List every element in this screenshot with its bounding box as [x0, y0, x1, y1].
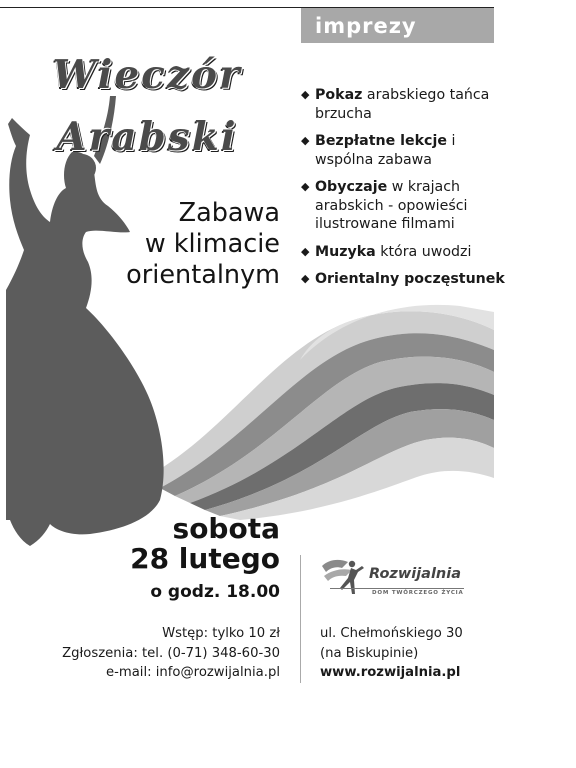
diamond-bullet-icon: ◆	[301, 272, 310, 285]
title-line-2: Arabski	[56, 114, 238, 160]
event-date	[130, 514, 280, 604]
diamond-bullet-icon: ◆	[301, 88, 310, 101]
diamond-bullet-icon: ◆	[301, 180, 310, 193]
slogan	[126, 198, 280, 291]
event-date-text: 28 lutego	[130, 542, 280, 575]
feature-highlight: Obyczaje	[315, 179, 388, 195]
venue-street: ul. Chełmońskiego 30	[320, 626, 463, 641]
venue-address	[320, 624, 463, 683]
feature-item	[301, 86, 511, 123]
dancer-silhouette-icon	[6, 96, 164, 546]
category-header: imprezy	[301, 8, 494, 43]
feature-item	[301, 178, 511, 234]
slogan-line: orientalnym	[126, 260, 280, 290]
contact-info	[62, 624, 280, 683]
feature-item	[301, 270, 511, 289]
vertical-divider	[300, 555, 301, 683]
venue-district: (na Biskupinie)	[320, 645, 419, 661]
feature-text: która uwodzi	[375, 243, 472, 260]
dancer-logo-icon	[318, 556, 370, 600]
slogan-line: w klimacie	[144, 229, 280, 259]
event-time: o godz. 18.00	[150, 582, 280, 602]
feature-highlight: Muzyka	[315, 243, 376, 260]
diamond-bullet-icon: ◆	[301, 134, 310, 147]
feature-highlight: Pokaz	[315, 87, 363, 103]
venue-logo-subtitle: DOM TWÓRCZEGO ŻYCIA	[372, 590, 464, 596]
slogan-line: Zabawa	[178, 198, 280, 228]
title-line-1: Wieczór	[52, 52, 242, 98]
feature-text: arabskiego tańca brzucha	[315, 87, 490, 122]
contact-email: e-mail: info@rozwijalnia.pl	[106, 665, 280, 680]
feature-list	[301, 86, 511, 298]
wave-ribbons-icon	[150, 305, 494, 520]
feature-highlight: Orientalny poczęstunek	[315, 271, 505, 287]
feature-text: i wspólna zabawa	[315, 133, 456, 168]
feature-item	[301, 132, 511, 169]
feature-item	[301, 243, 511, 262]
diamond-bullet-icon: ◆	[301, 244, 310, 258]
event-day: sobota	[172, 512, 280, 545]
feature-highlight: Bezpłatne lekcje	[315, 133, 447, 149]
signup-phone: Zgłoszenia: tel. (0-71) 348-60-30	[62, 645, 280, 661]
feature-text: w krajach arabskich - opowieści ilustrowane filmami	[315, 179, 468, 232]
venue-logo-name: Rozwijalnia	[369, 566, 462, 582]
entry-price: Wstęp: tylko 10 zł	[162, 626, 280, 641]
logo-rule	[330, 588, 464, 589]
venue-website-link[interactable]: www.rozwijalnia.pl	[320, 665, 461, 680]
